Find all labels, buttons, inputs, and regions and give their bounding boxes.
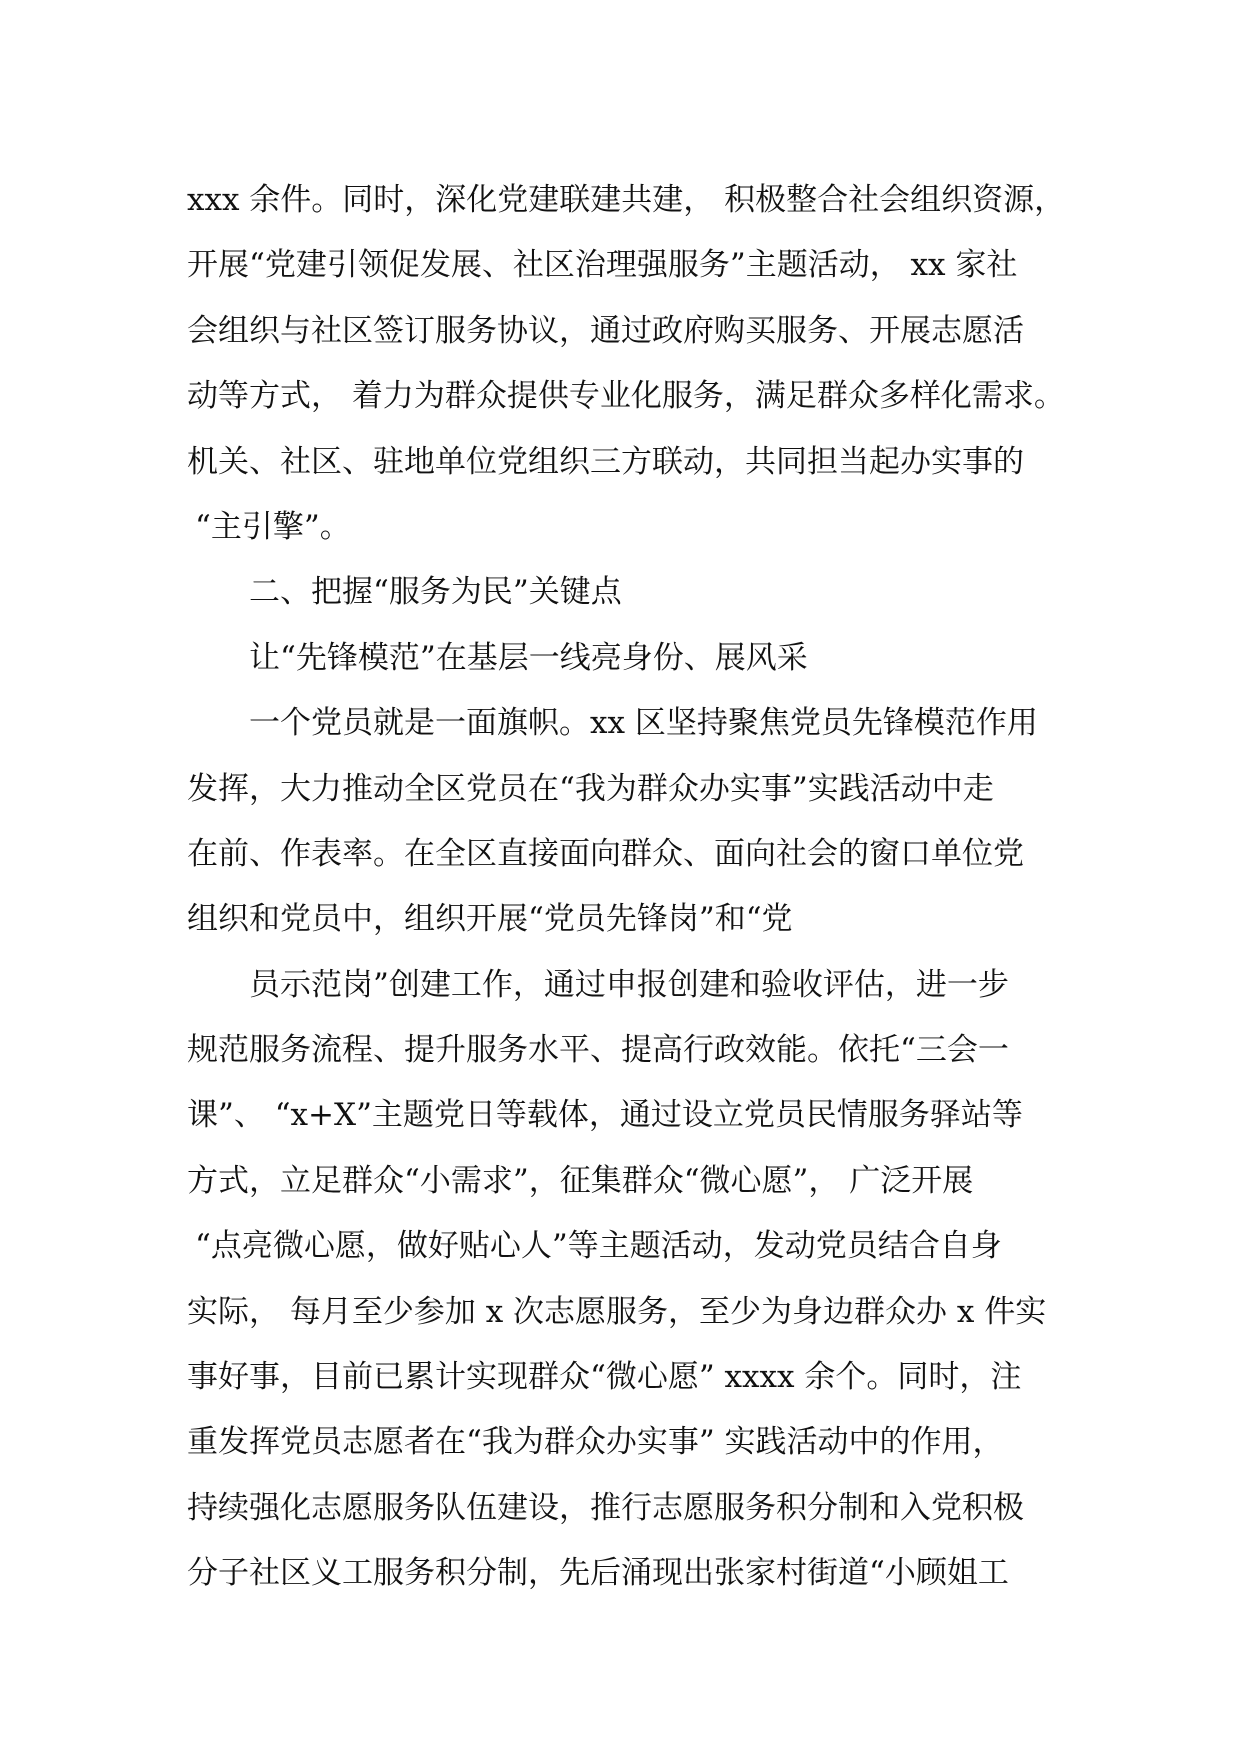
paragraph-line: 开展“党建引领促发展、社区治理强服务”主题活动， xx 家社	[187, 247, 1018, 284]
paragraph-line: 在前、作表率。在全区直接面向群众、面向社会的窗口单位党	[187, 835, 1024, 872]
paragraph-line: 课”、 “x+X”主题党日等载体，通过设立党员民情服务驿站等	[187, 1097, 1023, 1134]
paragraph-line: 规范服务流程、提升服务水平、提高行政效能。依托“三会一	[187, 1032, 1009, 1069]
paragraph-line: 分子社区义工服务积分制，先后涌现出张家村街道“小顾姐工	[187, 1555, 1009, 1592]
paragraph-line: 持续强化志愿服务队伍建设，推行志愿服务积分制和入党积极	[187, 1489, 1024, 1526]
paragraph-line: 方式，立足群众“小需求”，征集群众“微心愿”， 广泛开展	[187, 1162, 974, 1199]
paragraph-line: 一个党员就是一面旗帜。xx 区坚持聚焦党员先锋模范作用	[249, 705, 1038, 742]
paragraph-line: “点亮微心愿，做好贴心人”等主题活动，发动党员结合自身	[195, 1228, 1002, 1265]
paragraph-line: 发挥，大力推动全区党员在“我为群众办实事”实践活动中走	[187, 770, 994, 807]
paragraph-line: 实际， 每月至少参加 x 次志愿服务，至少为身边群众办 x 件实	[187, 1293, 1047, 1330]
section-heading: 二、把握“服务为民”关键点	[249, 574, 622, 611]
paragraph-line: 事好事，目前已累计实现群众“微心愿” xxxx 余个。同时，注	[187, 1359, 1022, 1396]
paragraph-line: 员示范岗”创建工作，通过申报创建和验收评估，进一步	[249, 966, 1009, 1003]
paragraph-line: 重发挥党员志愿者在“我为群众办实事” 实践活动中的作用，	[187, 1424, 1004, 1461]
document-body	[187, 168, 1067, 1607]
paragraph-line: 会组织与社区签订服务协议，通过政府购买服务、开展志愿活	[187, 312, 1024, 349]
subsection-heading: 让“先锋模范”在基层一线亮身份、展风采	[249, 639, 808, 676]
paragraph-line: 动等方式， 着力为群众提供专业化服务，满足群众多样化需求。	[187, 378, 1065, 415]
paragraph-line: 机关、社区、驻地单位党组织三方联动，共同担当起办实事的	[187, 443, 1024, 480]
paragraph-line: xxx 余件。同时，深化党建联建共建， 积极整合社会组织资源，	[187, 182, 1066, 218]
paragraph-line: 组织和党员中，组织开展“党员先锋岗”和“党	[187, 901, 793, 938]
paragraph-line: “主引擎”。	[195, 508, 351, 545]
